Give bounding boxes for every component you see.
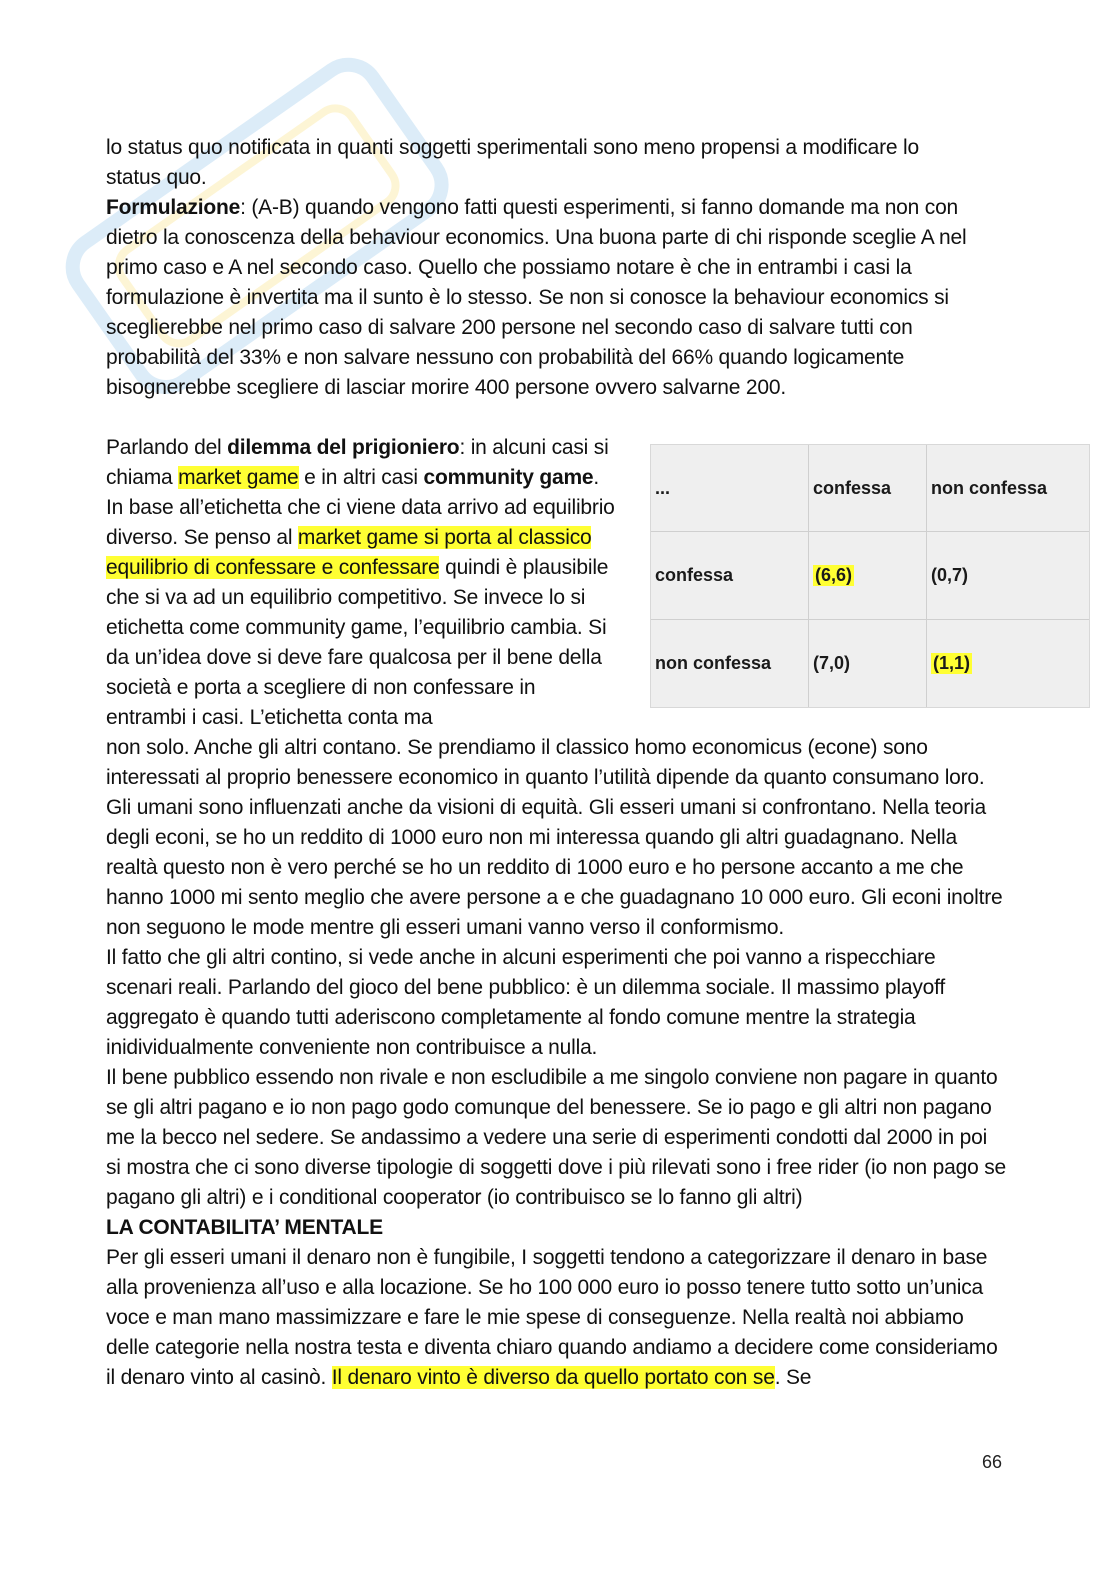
heading-text: LA CONTABILITA’ MENTALE	[106, 1216, 383, 1239]
page-number: 66	[982, 1452, 1003, 1472]
term-formulazione: Formulazione	[106, 196, 241, 219]
paragraph-mental-accounting	[106, 1243, 1006, 1393]
highlight-payoff: (6,6)	[815, 565, 853, 585]
body-text-bottom	[106, 733, 1006, 1393]
text-line: lo status quo notificata in quanti soggetti sperimentali sono meno propensi a modificare lo	[106, 136, 919, 159]
body-text-prisoner	[106, 433, 621, 733]
highlight-market-equilibrium: market game si porta al classico equilibrio di confessare e confessare	[106, 526, 592, 579]
table-cell	[809, 532, 927, 620]
highlight-market-game: market game	[178, 466, 299, 489]
text-span: : in alcuni casi si chiama	[106, 436, 609, 489]
body-text-top	[106, 133, 1006, 403]
text-span: quindi è plausibile che si va ad un equilibrio competitivo. Se invece lo si etichetta come community game, l’equilibrio cambia. Si da un’idea dove si deve fare qualcosa per il bene della società e porta a scegliere di non confessare in entrambi i casi. L’etichetta conta ma	[106, 556, 609, 729]
table-row-label: confessa	[651, 532, 809, 620]
paragraph-status-quo	[106, 133, 1006, 193]
paragraph-continuation: non solo. Anche gli altri contano. Se prendiamo il classico homo economicus (econe) sono interessati al proprio benessere economico in quanto l’utilità dipende da quanto consumano loro. Gli umani sono influenzati anche da visioni di equità. Gli esseri umani si confrontano. Nella teoria degli econi, se ho un reddito di 1000 euro non mi interessa quando gli altri guadagnano. Nella realtà questo non è vero perché se ho un reddito di 1000 euro e ho persone accanto a me che hanno 1000 mi sento meglio che avere persone a e che guadagnano 10 000 euro. Gli econi inoltre non seguono le mode mentre gli esseri umani vanno verso il conformismo.	[106, 736, 1003, 939]
table-header-cell: non confessa	[927, 445, 1089, 532]
table-cell	[927, 620, 1089, 707]
highlight-casino-money: Il denaro vinto è diverso da quello portato con se	[331, 1366, 775, 1389]
table-header-cell: ...	[651, 445, 809, 532]
text-span: e in altri casi	[298, 466, 424, 489]
text-span: Per gli esseri umani il denaro non è fungibile, I soggetti tendono a categorizzare il denaro in base alla provenienza all’uso e alla locazione. Se ho 100 000 euro io posso tenere tutto sotto un’unica voce e man mano massimizzare e fare le mie spese di conseguenze. Nella realtà noi abbiamo delle categorie nella nostra testa e diventa chiaro quando andiamo a decidere come consideriamo il denaro vinto al casinò.	[106, 1246, 998, 1389]
table-cell: (0,7)	[927, 532, 1089, 620]
term-community-game: community game	[423, 466, 594, 489]
paragraph-formulazione	[106, 193, 1006, 403]
paragraph-text: : (A-B) quando vengono fatti questi esperimenti, si fanno domande ma non con dietro la conoscenza della behaviour economics. Una buona parte di chi risponde sceglie A nel primo caso e A nel secondo caso. Quello che possiamo notare è che in entrambi i casi la formulazione è invertita ma il sunto è lo stesso. Se non si conosce la behaviour economics si sceglierebbe nel primo caso di salvare 200 persone nel secondo caso di salvare tutti con probabilità del 33% e non salvare nessuno con probabilità del 66% quando logicamente bisognerebbe scegliere di lasciar morire 400 persone ovvero salvarne 200.	[106, 196, 967, 399]
text-span: . Se	[774, 1366, 812, 1389]
table-header-cell: confessa	[809, 445, 927, 532]
text-span: Parlando del	[106, 436, 228, 459]
text-line: status quo.	[106, 166, 207, 189]
section-heading	[106, 1213, 1006, 1243]
payoff-table	[650, 444, 1090, 708]
table-row-label: non confessa	[651, 620, 809, 707]
paragraph-prisoner-dilemma	[106, 433, 621, 733]
table-cell: (7,0)	[809, 620, 927, 707]
highlight-payoff: (1,1)	[933, 653, 971, 673]
text-span: . In base all’etichetta che ci viene data arrivo ad equilibrio diverso. Se penso al	[106, 466, 615, 549]
paragraph-free-rider: Il bene pubblico essendo non rivale e non escludibile a me singolo conviene non pagare in quanto se gli altri pagano e io non pago godo comunque del benessere. Se io pago e gli altri non pagano me la becco nel sedere. Se andassimo a vedere una serie di esperimenti condotti dal 2000 in poi si mostra che ci sono diverse tipologie di soggetti dove i più rilevati sono i free rider (io non pago se pagano gli altri) e i conditional cooperator (io contribuisco se lo fanno gli altri)	[106, 1066, 1006, 1209]
paragraph-public-good: Il fatto che gli altri contino, si vede anche in alcuni esperimenti che poi vanno a rispecchiare scenari reali. Parlando del gioco del bene pubblico: è un dilemma sociale. Il massimo playoff aggregato è quando tutti aderiscono completamente al fondo comune mentre la strategia inidividualmente conveniente non contribuisce a nulla.	[106, 946, 945, 1059]
term-dilemma: dilemma del prigioniero	[227, 436, 460, 459]
